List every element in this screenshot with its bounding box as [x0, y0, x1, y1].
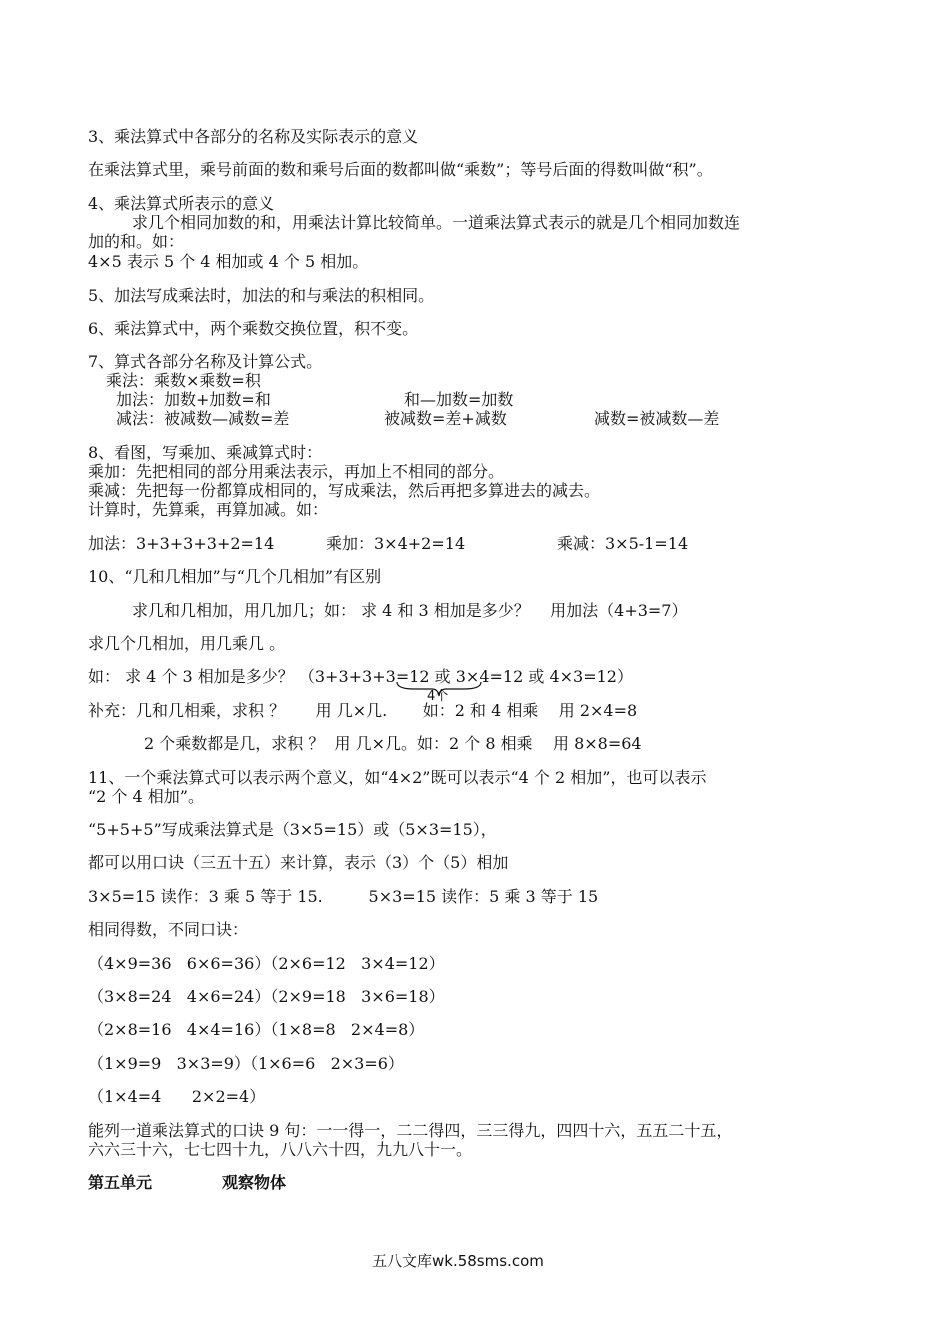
formula-line: 被减数=差+减数	[384, 409, 507, 428]
paragraph-line: 乘加：先把相同的部分用乘法表示，再加上不相同的部分。	[88, 462, 505, 481]
section-10-heading: 10、“几和几相加”与“几个几相加”有区别	[88, 567, 382, 586]
paragraph-line: 求几个相同加数的和，用乘法计算比较简单。一道乘法算式表示的就是几个相同加数连	[132, 213, 741, 232]
equation-line: （2×8=16 4×4=16）（1×8=8 2×4=8）	[88, 1020, 425, 1039]
paragraph-line: 求几和几相加，用几加几；如： 求 4 和 3 相加是多少？ 用加法（4+3=7）	[132, 601, 688, 620]
example-line: 乘减：3×5-1=14	[557, 534, 689, 553]
section-8-heading: 8、看图，写乘加、乘减算式时：	[88, 443, 323, 462]
unit-title: 观察物体	[222, 1173, 287, 1192]
equation-line: （3×8=24 4×6=24）（2×9=18 3×6=18）	[88, 987, 445, 1006]
paragraph-line: 补充：几和几相乘，求积 ？ 用 几×几. 如：2 和 4 相乘 用 2×4=8	[88, 701, 638, 720]
paragraph-line: 2 个乘数都是几，求积 ？ 用 几×几。如：2 个 8 相乘 用 8×8=64	[144, 734, 642, 753]
unit-heading: 第五单元	[88, 1173, 153, 1192]
paragraph-line: 六六三十六，七七四十九，八八六十四，九九八十一。	[88, 1140, 473, 1159]
equation-line: （1×4=4 2×2=4）	[88, 1087, 266, 1106]
section-7-heading: 7、算式各部分名称及计算公式。	[88, 352, 323, 371]
paragraph-line: 在乘法算式里，乘号前面的数和乘号后面的数都叫做“乘数”；等号后面的得数叫做“积”。	[88, 160, 713, 179]
formula-line: 加法：加数+加数=和	[116, 390, 271, 409]
brace-note: 4个	[427, 689, 449, 704]
paragraph-line: 能列一道乘法算式的口诀 9 句：一一得一，二二得四，三三得九，四四十六，五五二十五，	[88, 1121, 733, 1140]
equation-line: （4×9=36 6×6=36）（2×6=12 3×4=12）	[88, 954, 445, 973]
section-5-heading: 5、加法写成乘法时，加法的和与乘法的积相同。	[88, 286, 435, 305]
formula-line: 减数=被减数—差	[594, 409, 720, 428]
section-3-heading: 3、乘法算式中各部分的名称及实际表示的意义	[88, 127, 419, 146]
example-line: 如： 求 4 个 3 相加是多少？ （3+3+3+3=12 或 3×4=12 或 4×3=12）	[88, 667, 633, 686]
example-line: 加法：3+3+3+3+2=14	[88, 534, 275, 553]
formula-line: 减法：被减数—减数=差	[116, 409, 290, 428]
footer-watermark: 五八文库wk.58sms.com	[372, 1252, 544, 1270]
paragraph-line: 相同得数，不同口诀：	[88, 920, 249, 939]
example-line: 乘加：3×4+2=14	[326, 534, 466, 553]
formula-line: 乘法：乘数×乘数=积	[106, 371, 261, 390]
paragraph-line: 求几个几相加，用几乘几 。	[88, 634, 286, 653]
equation-line: （1×9=9 3×3=9）（1×6=6 2×3=6）	[88, 1054, 404, 1073]
paragraph-line: 都可以用口诀（三五十五）来计算，表示（3）个（5）相加	[88, 853, 509, 872]
paragraph-line: “5+5+5”写成乘法算式是（3×5=15）或（5×3=15），	[88, 820, 497, 839]
section-11-heading: 11、一个乘法算式可以表示两个意义，如“4×2”既可以表示“4 个 2 相加”，也可以表示	[88, 768, 707, 787]
paragraph-line: “2 个 4 相加”。	[88, 787, 204, 806]
formula-line: 和—加数=加数	[404, 390, 514, 409]
paragraph-line: 计算时，先算乘，再算加减。如：	[88, 500, 329, 519]
paragraph-line: 4×5 表示 5 个 4 相加或 4 个 5 相加。	[88, 252, 369, 271]
paragraph-line: 加的和。如：	[88, 232, 185, 251]
section-4-heading: 4、乘法算式所表示的意义	[88, 194, 275, 213]
section-6-heading: 6、乘法算式中，两个乘数交换位置，积不变。	[88, 319, 419, 338]
paragraph-line: 乘减：先把每一份都算成相同的，写成乘法，然后再把多算进去的减去。	[88, 481, 601, 500]
paragraph-line: 3×5=15 读作：3 乘 5 等于 15. 5×3=15 读作：5 乘 3 等于 15	[88, 887, 599, 906]
